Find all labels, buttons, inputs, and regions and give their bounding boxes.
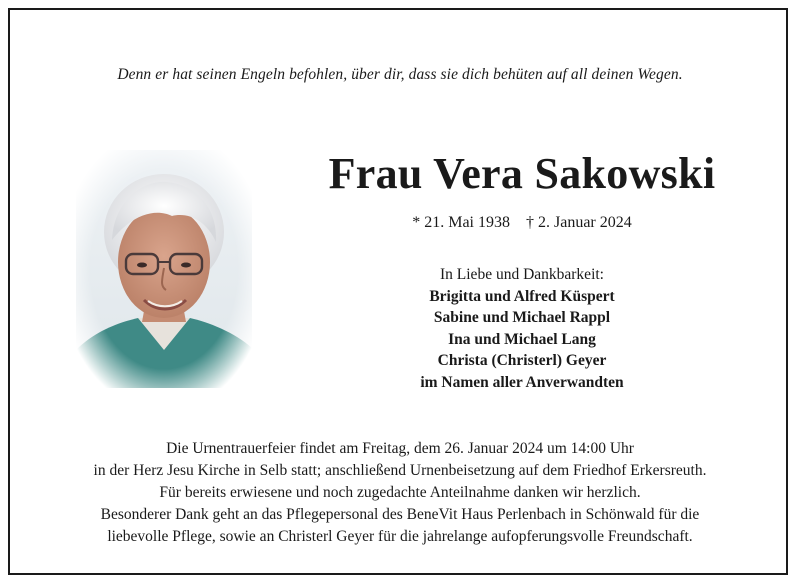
- notice-line: Für bereits erwiesene und noch zugedachte Anteilnahme danken wir herzlich.: [159, 484, 641, 501]
- notice-line: Die Urnentrauerfeier findet am Freitag, dem 26. Januar 2024 um 14:00 Uhr: [166, 440, 634, 457]
- bible-verse: Denn er hat seinen Engeln befohlen, über dir, dass sie dich behüten auf all deinen Wegen.: [117, 66, 683, 83]
- death-date: † 2. Januar 2024: [526, 214, 632, 231]
- notice-line: Besonderer Dank geht an das Pflegepersonal des BeneVit Haus Perlenbach in Schönwald für die: [100, 506, 700, 523]
- mourner-name: Ina und Michael Lang: [448, 330, 596, 348]
- mourners-block: [272, 264, 772, 394]
- portrait-photo: [76, 150, 252, 388]
- mourner-name: Sabine und Michael Rappl: [433, 309, 611, 327]
- mourner-name: im Namen aller Anverwandten: [420, 373, 624, 391]
- birth-date: * 21. Mai 1938: [412, 214, 510, 231]
- mourners-intro: In Liebe und Dankbarkeit:: [440, 266, 604, 283]
- notice-line: in der Herz Jesu Kirche in Selb statt; anschließend Urnenbeisetzung auf dem Friedhof Erkersreuth.: [93, 462, 707, 479]
- funeral-notice: [20, 438, 780, 548]
- life-dates: [272, 214, 772, 232]
- notice-line: liebevolle Pflege, sowie an Christerl Geyer für die jahrelange aufopferungsvolle Freundschaft.: [107, 528, 693, 545]
- mourner-name: Christa (Christerl) Geyer: [437, 352, 607, 370]
- deceased-name: Frau Vera Sakowski: [328, 149, 716, 198]
- mourner-name: Brigitta und Alfred Küspert: [429, 287, 615, 305]
